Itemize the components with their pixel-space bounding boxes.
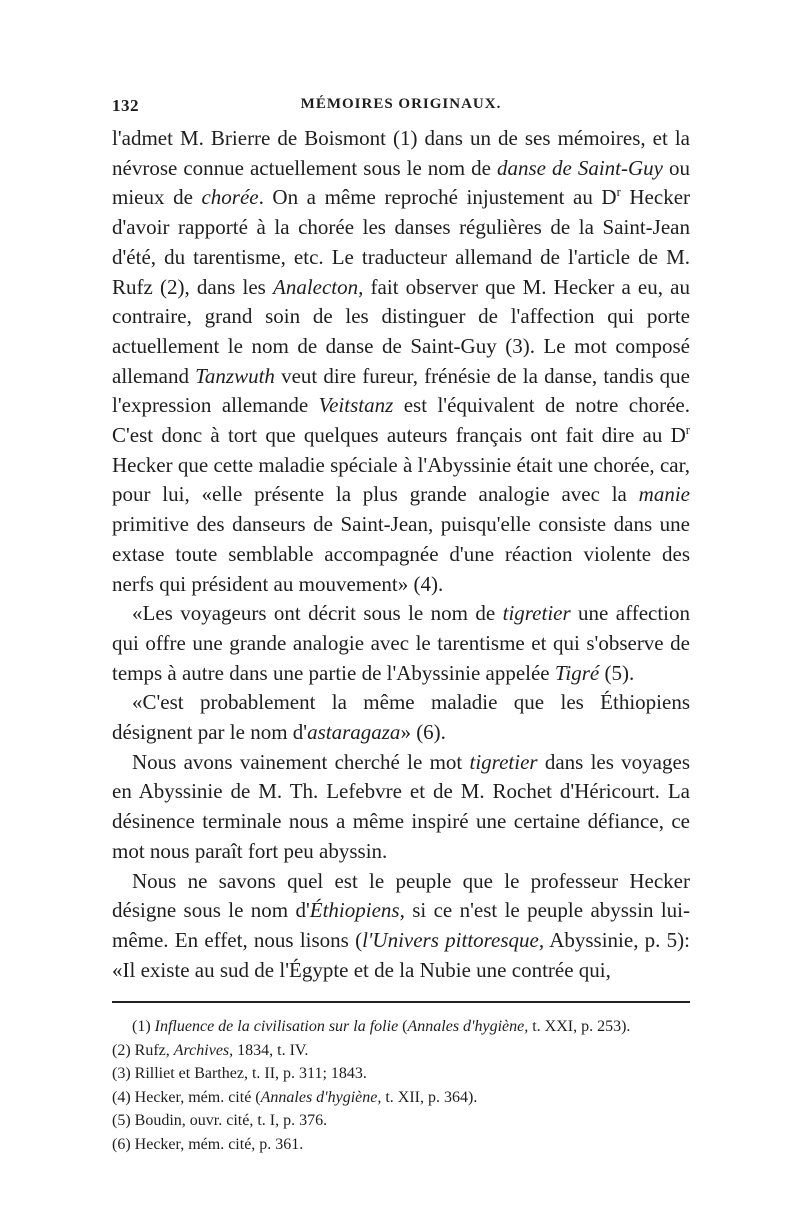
paragraph-5 — [112, 867, 690, 986]
paragraph-1 — [112, 124, 690, 599]
footnote-4 — [112, 1086, 690, 1110]
italic-term: manie — [638, 482, 690, 507]
footnotes — [112, 1015, 690, 1156]
superscript: r — [685, 423, 690, 438]
italic-term: Archives, — [173, 1041, 234, 1059]
running-title: MÉMOIRES ORIGINAUX. — [300, 96, 502, 112]
text-run: «Les voyageurs ont décrit sous le nom de — [132, 601, 503, 626]
text-run: dans les voyages en Abyssinie de M. Th. Lefebvre et de M. Rochet d'Héricourt. La désinence terminale nous a même inspiré une certaine défiance, ce mot nous paraît fort peu abyssin. — [112, 749, 690, 863]
paragraph-3 — [112, 688, 690, 747]
body-text — [112, 124, 690, 985]
text-run: » (6). — [400, 720, 446, 745]
text-run: primitive des danseurs de Saint-Jean, puisqu'elle consiste dans une extase toute semblable accompagnée d'une réaction violente des nerfs qui président au mouvement» (4). — [112, 512, 690, 596]
book-page — [112, 96, 690, 1156]
text-run: ou mieux de — [112, 155, 690, 210]
text-run: . On a même reproché injustement au D — [258, 185, 617, 210]
italic-term: chorée — [201, 185, 259, 210]
italic-term: Annales d'hygiène, — [407, 1018, 529, 1036]
italic-term: Tanzwuth — [195, 363, 275, 388]
text-run: (2) Rufz, — [112, 1041, 174, 1059]
footnote-divider — [112, 1001, 690, 1003]
footnote-2 — [112, 1039, 690, 1063]
text-run: t. XXI, p. 253). — [528, 1018, 631, 1036]
italic-term: Veitstanz — [318, 393, 394, 418]
superscript: r — [616, 185, 621, 200]
text-run: si ce n'est le peuple abyssin lui-même. En effet, nous lisons ( — [112, 898, 690, 952]
italic-term: Analecton, — [273, 274, 364, 299]
italic-term: Influence de la civilisation sur la folie — [154, 1018, 399, 1036]
text-run: veut dire fureur, frénésie de la danse, tandis que l'expression allemande — [112, 363, 691, 418]
italic-term: tigretier — [502, 601, 571, 626]
text-run: «C'est probablement la même maladie que les Éthiopiens désignent par le nom d' — [112, 690, 690, 745]
footnote-1 — [112, 1015, 690, 1039]
text-run: Hecker que cette maladie spéciale à l'Abyssinie était une chorée, car, pour lui, «elle présente la plus grande analogie avec la — [112, 452, 690, 507]
text-run: Hecker d'avoir rapporté à la chorée les danses régulières de la Saint-Jean d'été, du tarentisme, etc. Le traducteur allemand de l'article de M. Rufz (2), dans les — [112, 185, 691, 299]
text-run: Abyssinie, p. 5): «Il existe au sud de l'Égypte et de la Nubie une contrée qui, — [112, 927, 690, 982]
text-run: Nous ne savons quel est le peuple que le professeur Hecker désigne sous le nom d' — [112, 868, 690, 923]
footnote-3: (3) Rilliet et Barthez, t. II, p. 311; 1843. — [112, 1065, 367, 1083]
text-run: (5). — [599, 660, 635, 685]
page-number: 132 — [112, 96, 139, 115]
text-run: t. XII, p. 364). — [381, 1088, 478, 1106]
footnote-5: (5) Boudin, ouvr. cité, t. I, p. 376. — [112, 1112, 328, 1130]
text-run: fait observer que M. Hecker a eu, au contraire, grand soin de les distinguer de l'affection qui porte actuellement le nom de danse de Saint-Guy (3). Le mot composé allemand — [112, 274, 690, 388]
running-head — [112, 96, 690, 124]
text-run: 1834, t. IV. — [233, 1041, 309, 1059]
italic-term: Éthiopiens, — [309, 898, 405, 923]
footnote-6: (6) Hecker, mém. cité, p. 361. — [112, 1135, 304, 1153]
italic-term: danse de Saint-Guy — [496, 155, 663, 180]
text-run: l'admet M. Brierre de Boismont (1) dans un de ses mémoires, et la névrose connue actuellement sous le nom de — [112, 126, 690, 180]
italic-term: l'Univers pittoresque, — [362, 927, 545, 952]
italic-term: Annales d'hygiène, — [260, 1088, 382, 1106]
text-run: (1) — [132, 1018, 155, 1036]
text-run: Nous avons vainement cherché le mot — [132, 749, 470, 774]
text-run: est l'équivalent de notre chorée. C'est donc à tort que quelques auteurs français ont fait dire au D — [112, 393, 691, 448]
italic-term: Tigré — [554, 660, 600, 685]
paragraph-2 — [112, 599, 690, 688]
italic-term: astaragaza — [307, 720, 401, 745]
text-run: ( — [398, 1018, 408, 1036]
paragraph-4 — [112, 748, 690, 867]
text-run: (4) Hecker, mém. cité ( — [112, 1088, 261, 1106]
italic-term: tigretier — [469, 749, 538, 774]
text-run: une affection qui offre une grande analogie avec le tarentisme et qui s'observe de temps à autre dans une partie de l'Abyssinie appelée — [112, 601, 691, 685]
